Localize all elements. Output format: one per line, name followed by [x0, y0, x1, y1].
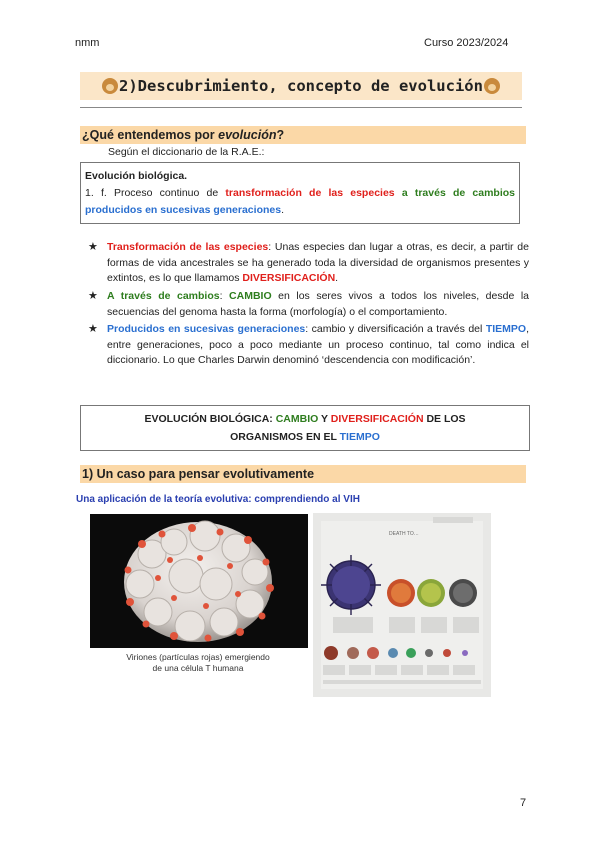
- infographic-title: DEATH TO…: [389, 531, 419, 537]
- section2-heading: 1) Un caso para pensar evolutivamente: [80, 465, 526, 483]
- definition-box: [80, 162, 520, 224]
- star-bullet-icon: ★: [88, 241, 98, 253]
- virus-infographic-image: [313, 513, 491, 697]
- header-right: Curso 2023/2024: [424, 37, 509, 49]
- bullet-item: Producidos en sucesivas generaciones: cambio y diversificación a través del TIEMPO, entre generaciones, poco a poco mediante un proceso continuo, tal como indica el diccionario. Lo que Charles Darwin denominó ‘descendencia con modificación’.: [107, 323, 529, 366]
- monkey-emoji-icon: [102, 78, 118, 94]
- star-bullet-icon: ★: [88, 323, 98, 335]
- star-bullet-icon: ★: [88, 290, 98, 302]
- bullet-item: A través de cambios: CAMBIO en los seres vivos a todos los niveles, desde la secuencias del genoma hasta la forma (morfología) o el comportamiento.: [107, 290, 529, 318]
- title-band: [80, 72, 522, 100]
- question-heading: ¿Qué entendemos por evolución?: [80, 126, 526, 144]
- definition-text: 1. f. Proceso continuo de transformación de las especies a través de cambios producidos en sucesivas generaciones.: [85, 187, 516, 216]
- hiv-cell-image: [90, 514, 308, 648]
- rae-line: Según el diccionario de la R.A.E.:: [108, 146, 265, 158]
- figure1-caption: Viriones (partículas rojas) emergiendo de una célula T humana: [126, 652, 270, 673]
- page-title: [101, 77, 501, 95]
- title-text: 2)Descubrimiento, concepto de evolución: [119, 77, 483, 95]
- bullet-item: Transformación de las especies: Unas especies dan lugar a otras, es decir, a partir de formas de vida ancestrales se ha generado toda la diversidad de organismos presentes y extintos, es lo que llamamos DIVERSIFICACIÓN.: [107, 241, 529, 284]
- header-left: nmm: [75, 37, 100, 49]
- summary-box: EVOLUCIÓN BIOLÓGICA: CAMBIO Y DIVERSIFICACIÓN DE LOS ORGANISMOS EN EL TIEMPO: [80, 405, 530, 451]
- image-section-title: Una aplicación de la teoría evolutiva: comprendiendo al VIH: [76, 494, 360, 505]
- page-number: 7: [520, 797, 527, 809]
- definition-heading: Evolución biológica.: [85, 170, 188, 182]
- title-divider: [80, 107, 522, 108]
- monkey-emoji-icon: [484, 78, 500, 94]
